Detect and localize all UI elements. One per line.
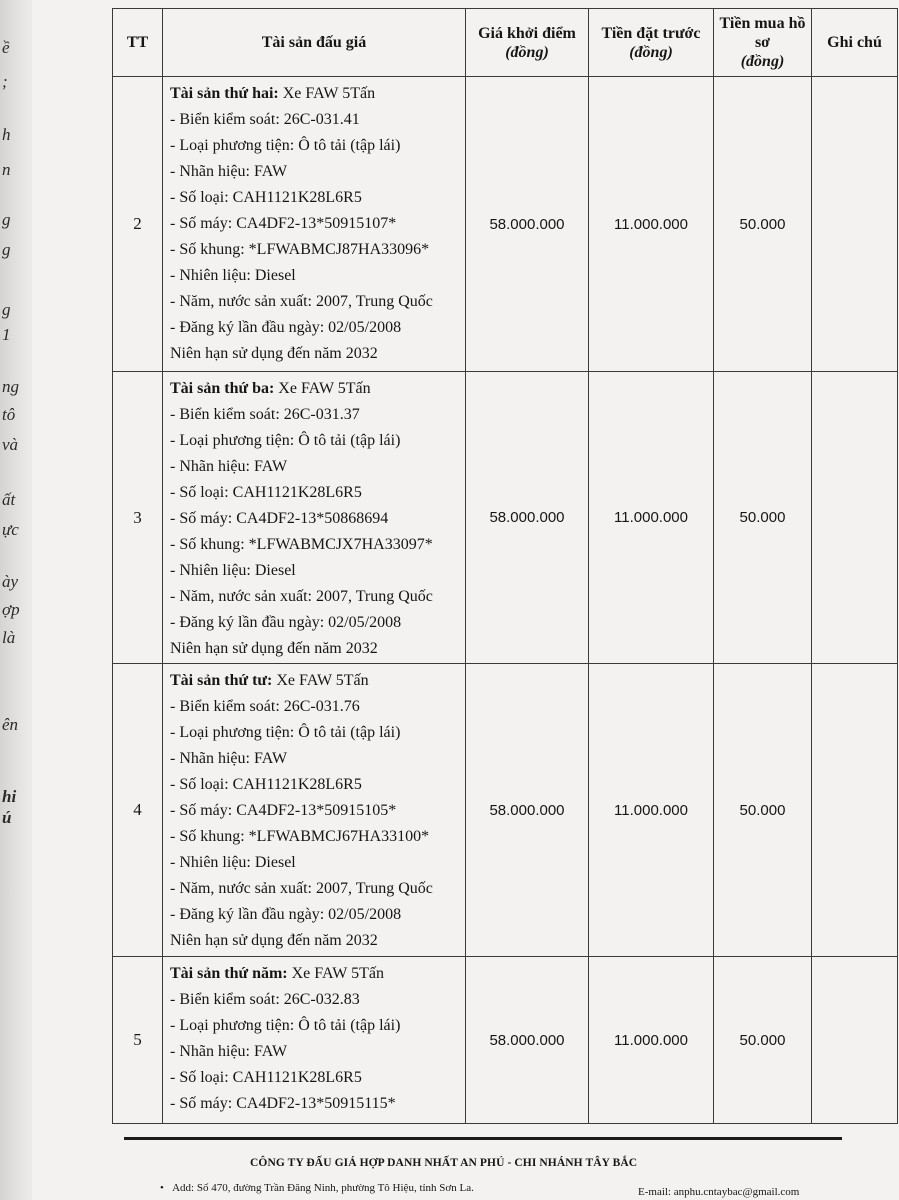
start-price-cell: 58.000.000 (466, 372, 589, 664)
asset-detail-line: - Số loại: CAH1121K28L6R5 (170, 776, 362, 793)
footer-email: E-mail: anphu.cntaybac@gmail.com (638, 1186, 800, 1198)
table-row (113, 77, 898, 372)
document-page (32, 0, 899, 1200)
asset-detail-line: - Số loại: CAH1121K28L6R5 (170, 484, 362, 501)
asset-detail-line: - Số khung: *LFWABMCJX7HA33097* (170, 536, 433, 553)
asset-title-label: Tài sản thứ hai: (170, 85, 279, 102)
file-fee-cell: 50.000 (714, 664, 812, 957)
asset-detail-line: - Số khung: *LFWABMCJ67HA33100* (170, 828, 430, 845)
margin-fragment: g (2, 300, 11, 319)
footer-address-text: Add: Số 470, đường Trần Đăng Ninh, phường Tô Hiệu, tỉnh Sơn La. (172, 1182, 474, 1194)
asset-detail-line: - Số máy: CA4DF2-13*50868694 (170, 510, 389, 527)
auction-asset-table (112, 8, 898, 1124)
margin-fragment: ng (2, 377, 19, 396)
note-cell (812, 664, 898, 957)
margin-fragment: 1 (2, 325, 11, 344)
asset-title-name: Xe FAW 5Tấn (278, 85, 376, 102)
note-cell (812, 372, 898, 664)
asset-detail-line: - Nhiên liệu: Diesel (170, 562, 296, 579)
margin-fragment: h (2, 125, 11, 144)
table-row (113, 372, 898, 664)
asset-description (163, 77, 466, 372)
asset-description (163, 664, 466, 957)
asset-detail-line: - Số khung: *LFWABMCJ87HA33096* (170, 241, 430, 258)
header-file-fee-unit: (đồng) (740, 53, 785, 70)
asset-detail-line: - Biển kiểm soát: 26C-031.76 (170, 698, 360, 715)
margin-fragment: là (2, 628, 16, 647)
margin-fragment: g (2, 210, 11, 229)
header-file-fee-label: Tiền mua hồ sơ (719, 15, 806, 51)
asset-detail-line: Niên hạn sử dụng đến năm 2032 (170, 640, 378, 657)
asset-detail-line: - Số máy: CA4DF2-13*50915115* (170, 1095, 396, 1112)
margin-fragment: ày (2, 572, 19, 591)
asset-detail-line: - Nhiên liệu: Diesel (170, 267, 296, 284)
asset-title-name: Xe FAW 5Tấn (272, 672, 369, 689)
asset-title-name: Xe FAW 5Tấn (274, 380, 371, 397)
asset-detail-line: - Đăng ký lần đầu ngày: 02/05/2008 (170, 614, 402, 631)
deposit-cell: 11.000.000 (589, 957, 714, 1124)
header-deposit-label: Tiền đặt trước (601, 24, 701, 42)
header-start-price-label: Giá khởi điểm (478, 24, 576, 42)
row-number: 3 (113, 372, 163, 664)
asset-detail-line: Niên hạn sử dụng đến năm 2032 (170, 345, 378, 362)
asset-detail-line: - Số loại: CAH1121K28L6R5 (170, 1069, 362, 1086)
note-cell (812, 77, 898, 372)
asset-detail-line: - Đăng ký lần đầu ngày: 02/05/2008 (170, 906, 402, 923)
start-price-cell: 58.000.000 (466, 664, 589, 957)
footer-address: • Add: Số 470, đường Trần Đăng Ninh, phường Tô Hiệu, tỉnh Sơn La. (160, 1182, 474, 1194)
asset-title (170, 961, 465, 987)
table-row (113, 957, 898, 1124)
header-start-price (466, 9, 589, 77)
header-tt: TT (113, 9, 163, 77)
margin-fragment: g (2, 240, 11, 259)
header-note: Ghi chú (812, 9, 898, 77)
asset-detail-line: Niên hạn sử dụng đến năm 2032 (170, 932, 378, 949)
asset-title (170, 376, 465, 402)
asset-detail-line: - Nhiên liệu: Diesel (170, 854, 296, 871)
asset-detail-line: - Nhãn hiệu: FAW (170, 1043, 288, 1060)
margin-fragment: n (2, 160, 11, 179)
header-start-price-unit: (đồng) (505, 43, 549, 61)
asset-detail-line: - Đăng ký lần đầu ngày: 02/05/2008 (170, 319, 402, 336)
file-fee-cell: 50.000 (714, 372, 812, 664)
asset-detail-line: - Năm, nước sản xuất: 2007, Trung Quốc (170, 588, 433, 605)
row-number: 4 (113, 664, 163, 957)
deposit-cell: 11.000.000 (589, 664, 714, 957)
asset-title (170, 81, 465, 107)
start-price-cell: 58.000.000 (466, 957, 589, 1124)
margin-fragment: ất (2, 490, 16, 509)
adjacent-page-edge (0, 0, 30, 1200)
header-deposit-unit: (đồng) (629, 43, 673, 61)
asset-detail-line: - Biển kiểm soát: 26C-031.37 (170, 406, 360, 423)
asset-title-label: Tài sản thứ ba: (170, 380, 275, 397)
table-row (113, 664, 898, 957)
header-file-fee (714, 9, 812, 77)
note-cell (812, 957, 898, 1124)
asset-detail-line: - Biển kiểm soát: 26C-031.41 (170, 111, 360, 128)
file-fee-cell: 50.000 (714, 77, 812, 372)
asset-detail-line: - Số loại: CAH1121K28L6R5 (170, 189, 362, 206)
table-header-row (113, 9, 898, 77)
asset-detail-line: - Loại phương tiện: Ô tô tải (tập lái) (170, 432, 401, 449)
margin-fragment: ; (2, 72, 8, 91)
asset-detail-line: - Loại phương tiện: Ô tô tải (tập lái) (170, 137, 401, 154)
asset-detail-line: - Số máy: CA4DF2-13*50915107* (170, 215, 397, 232)
asset-description (163, 957, 466, 1124)
asset-title-name: Xe FAW 5Tấn (287, 965, 384, 982)
asset-detail-line: - Loại phương tiện: Ô tô tải (tập lái) (170, 724, 401, 741)
asset-detail-line: - Nhãn hiệu: FAW (170, 163, 288, 180)
footer-company-name: CÔNG TY ĐẤU GIÁ HỢP DANH NHẤT AN PHÚ - CHI NHÁNH TÂY BẮC (250, 1157, 638, 1169)
header-asset: Tài sản đấu giá (163, 9, 466, 77)
asset-title-label: Tài sản thứ năm: (170, 965, 288, 982)
margin-fragment: ề (2, 38, 10, 57)
margin-fragment: tô (2, 405, 16, 424)
row-number: 5 (113, 957, 163, 1124)
margin-fragment: hi (2, 787, 17, 806)
deposit-cell: 11.000.000 (589, 77, 714, 372)
asset-detail-line: - Nhãn hiệu: FAW (170, 458, 288, 475)
asset-description (163, 372, 466, 664)
footer-divider (124, 1137, 842, 1140)
margin-fragment: ú (2, 808, 12, 827)
header-deposit (589, 9, 714, 77)
asset-detail-line: - Năm, nước sản xuất: 2007, Trung Quốc (170, 293, 433, 310)
margin-fragment: ợp (2, 600, 20, 619)
asset-detail-line: - Năm, nước sản xuất: 2007, Trung Quốc (170, 880, 433, 897)
margin-fragment: và (2, 435, 19, 454)
asset-detail-line: - Loại phương tiện: Ô tô tải (tập lái) (170, 1017, 401, 1034)
asset-detail-line: - Nhãn hiệu: FAW (170, 750, 288, 767)
asset-title-label: Tài sản thứ tư: (170, 672, 273, 689)
asset-title (170, 668, 465, 694)
file-fee-cell: 50.000 (714, 957, 812, 1124)
asset-detail-line: - Biển kiểm soát: 26C-032.83 (170, 991, 360, 1008)
deposit-cell: 11.000.000 (589, 372, 714, 664)
row-number: 2 (113, 77, 163, 372)
start-price-cell: 58.000.000 (466, 77, 589, 372)
margin-fragment: ực (2, 520, 19, 539)
margin-fragment: ên (2, 715, 19, 734)
asset-detail-line: - Số máy: CA4DF2-13*50915105* (170, 802, 397, 819)
